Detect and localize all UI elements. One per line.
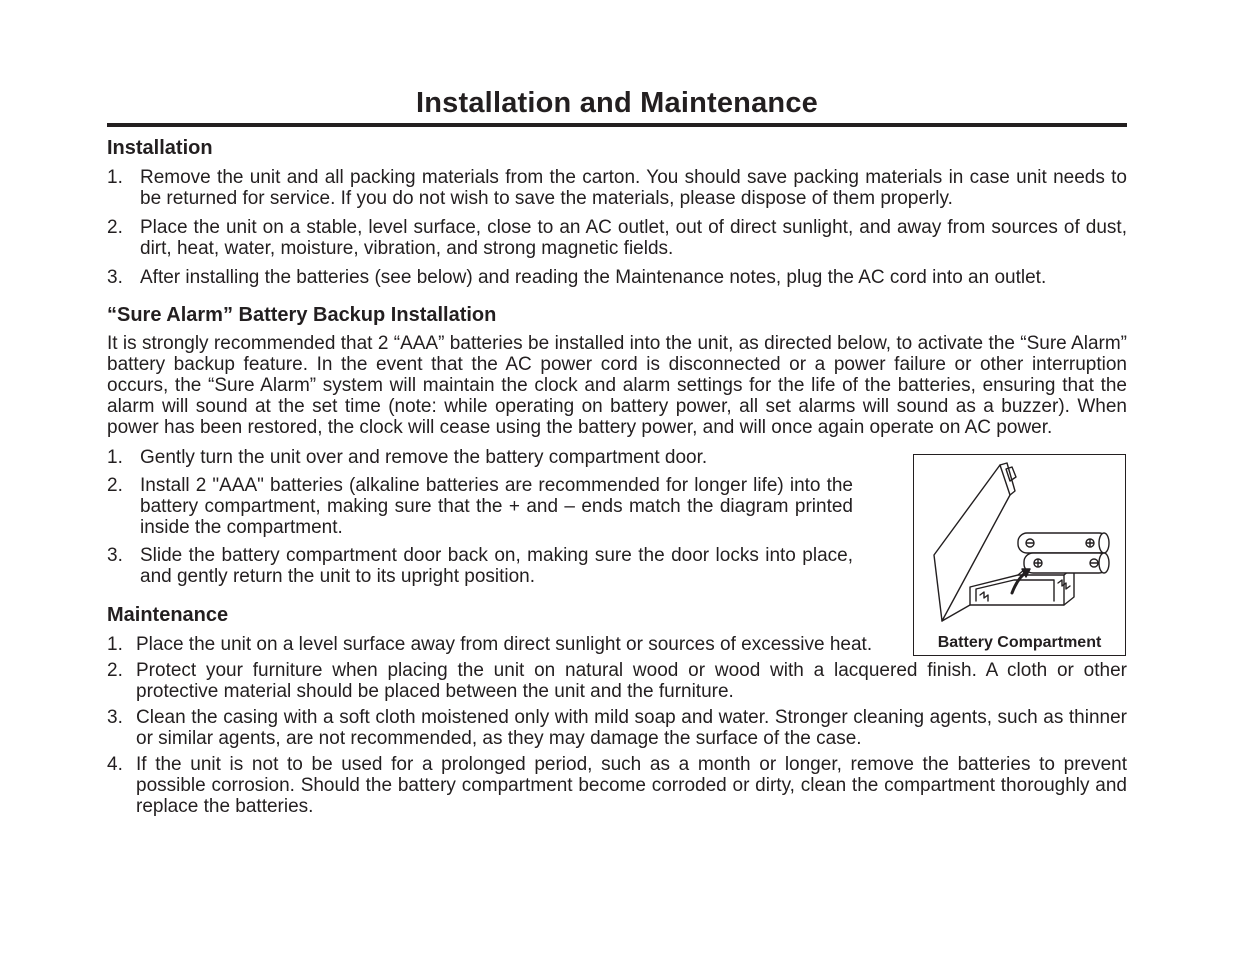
list-number: 1.: [107, 447, 123, 468]
list-number: 3.: [107, 707, 123, 728]
list-item-text: Remove the unit and all packing materials from the carton. You should save packing materials in case unit needs to be returned for service. If you do not wish to save the materials, please dispose of them properly.: [140, 167, 1127, 209]
list-item-text: Place the unit on a stable, level surface, close to an AC outlet, out of direct sunlight, and away from sources of dust, dirt, heat, water, moisture, vibration, and strong magnetic fields.: [140, 217, 1127, 259]
installation-list: [107, 167, 1127, 288]
battery-backup-heading: “Sure Alarm” Battery Backup Installation: [107, 304, 497, 326]
list-number: 1.: [107, 167, 123, 188]
list-number: 3.: [107, 267, 123, 288]
battery-compartment-figure: [913, 454, 1126, 656]
list-item-text: After installing the batteries (see below) and reading the Maintenance notes, plug the AC cord into an outlet.: [140, 267, 1047, 288]
list-number: 2.: [107, 475, 123, 496]
list-item-text: Protect your furniture when placing the unit on natural wood or wood with a lacquered finish. A cloth or other protective material should be placed between the unit and the furniture.: [136, 660, 1127, 702]
list-item-text: If the unit is not to be used for a prolonged period, such as a month or longer, remove the batteries to prevent possible corrosion. Should the battery compartment become corroded or dirty, clean the compartment thoroughly and replace the batteries.: [136, 754, 1127, 817]
maintenance-heading: Maintenance: [107, 604, 229, 626]
manual-page: [107, 85, 1127, 817]
installation-item-3: [107, 267, 1127, 288]
battery-compartment-illustration-icon: [914, 455, 1125, 633]
maintenance-item-4: [107, 754, 1127, 817]
installation-item-1: [107, 167, 1127, 209]
maintenance-list: [107, 634, 1127, 817]
battery-backup-list: [107, 447, 853, 587]
maintenance-item-3: [107, 707, 1127, 749]
battery-item-3: [107, 545, 853, 587]
list-item-text: Slide the battery compartment door back on, making sure the door locks into place, and gently return the unit to its upright position.: [140, 545, 853, 587]
maintenance-item-2: [107, 660, 1127, 702]
list-item-text: Install 2 "AAA" batteries (alkaline batteries are recommended for longer life) into the battery compartment, making sure that the + and – ends match the diagram printed inside the compartment.: [140, 475, 853, 538]
battery-item-2: [107, 475, 853, 538]
list-item-text: Place the unit on a level surface away from direct sunlight or sources of excessive heat.: [136, 634, 873, 655]
list-number: 4.: [107, 754, 123, 775]
page-title: Installation and Maintenance: [416, 87, 818, 119]
battery-backup-intro: It is strongly recommended that 2 “AAA” batteries be installed into the unit, as directed below, to activate the “Sure Alarm” battery backup feature. In the event that the AC power cord is disconnected or a power failure or other interruption occurs, the “Sure Alarm” system will maintain the clock and alarm settings for the life of the batteries, ensuring that the alarm will sound at the set time (note: while operating on battery power, all set alarms will sound as a buzzer). When power has been restored, the clock will cease using the battery power, and will once again operate on AC power.: [107, 333, 1127, 438]
installation-heading: Installation: [107, 137, 213, 159]
list-item-text: Clean the casing with a soft cloth moistened only with mild soap and water. Stronger cleaning agents, such as thinner or similar agents, are not recommended, as they may damage the surface of the case.: [136, 707, 1127, 749]
list-number: 2.: [107, 660, 123, 681]
list-number: 1.: [107, 634, 123, 655]
battery-item-1: [107, 447, 853, 468]
list-number: 2.: [107, 217, 123, 238]
list-item-text: Gently turn the unit over and remove the battery compartment door.: [140, 447, 708, 468]
list-number: 3.: [107, 545, 123, 566]
title-divider: [107, 123, 1127, 127]
figure-caption: Battery Compartment: [937, 634, 1102, 651]
installation-item-2: [107, 217, 1127, 259]
